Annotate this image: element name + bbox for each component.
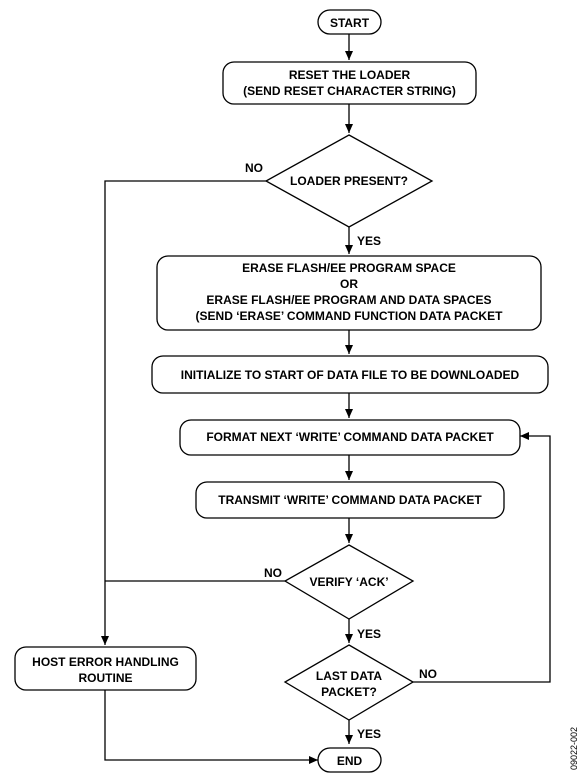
- last-packet-label-line1: LAST DATA: [315, 669, 383, 683]
- host-error-label-line1: HOST ERROR HANDLING: [32, 655, 179, 669]
- edge-loader-no-error: [105, 181, 266, 645]
- erase-label-line4: (SEND ‘ERASE’ COMMAND FUNCTION DATA PACKET: [195, 309, 503, 323]
- verify-ack-label: VERIFY ‘ACK’: [309, 575, 389, 589]
- host-error-label-line2: ROUTINE: [78, 671, 133, 685]
- last-packet-decision: [285, 645, 413, 720]
- end-terminal: [318, 748, 381, 772]
- erase-label-line3: ERASE FLASH/EE PROGRAM AND DATA SPACES: [206, 293, 492, 307]
- host-error-box: [15, 647, 196, 690]
- loader-yes-label: YES: [357, 234, 382, 248]
- start-terminal: [318, 10, 381, 34]
- verify-yes-label: YES: [357, 627, 382, 641]
- transmit-label: TRANSMIT ‘WRITE’ COMMAND DATA PACKET: [218, 493, 482, 507]
- verify-no-label: NO: [264, 566, 282, 580]
- erase-box: [157, 256, 541, 330]
- loader-no-label: NO: [245, 161, 263, 175]
- reset-label-line2: (SEND RESET CHARACTER STRING): [243, 84, 456, 98]
- loader-present-label: LOADER PRESENT?: [289, 174, 409, 188]
- reset-label-line1: RESET THE LOADER: [288, 68, 411, 82]
- start-label: START: [329, 16, 370, 30]
- edge-error-end: [105, 690, 318, 760]
- format-label: FORMAT NEXT ‘WRITE’ COMMAND DATA PACKET: [206, 430, 494, 444]
- initialize-label: INITIALIZE TO START OF DATA FILE TO BE DOWNLOADED: [180, 368, 520, 382]
- figure-id: 09022-002: [569, 726, 579, 770]
- transmit-box: [196, 482, 504, 518]
- erase-label-line1: ERASE FLASH/EE PROGRAM SPACE: [242, 261, 456, 275]
- last-packet-label-line2: PACKET?: [321, 685, 377, 699]
- reset-loader-box: [223, 62, 476, 104]
- format-box: [180, 420, 520, 455]
- loader-present-decision: [266, 135, 432, 227]
- erase-label-line2: OR: [340, 277, 358, 291]
- verify-ack-decision: [285, 545, 413, 619]
- last-no-label: NO: [419, 667, 437, 681]
- end-label: END: [336, 754, 363, 768]
- initialize-box: [152, 356, 548, 393]
- last-yes-label: YES: [357, 727, 382, 741]
- edge-last-no-loop: [413, 436, 550, 682]
